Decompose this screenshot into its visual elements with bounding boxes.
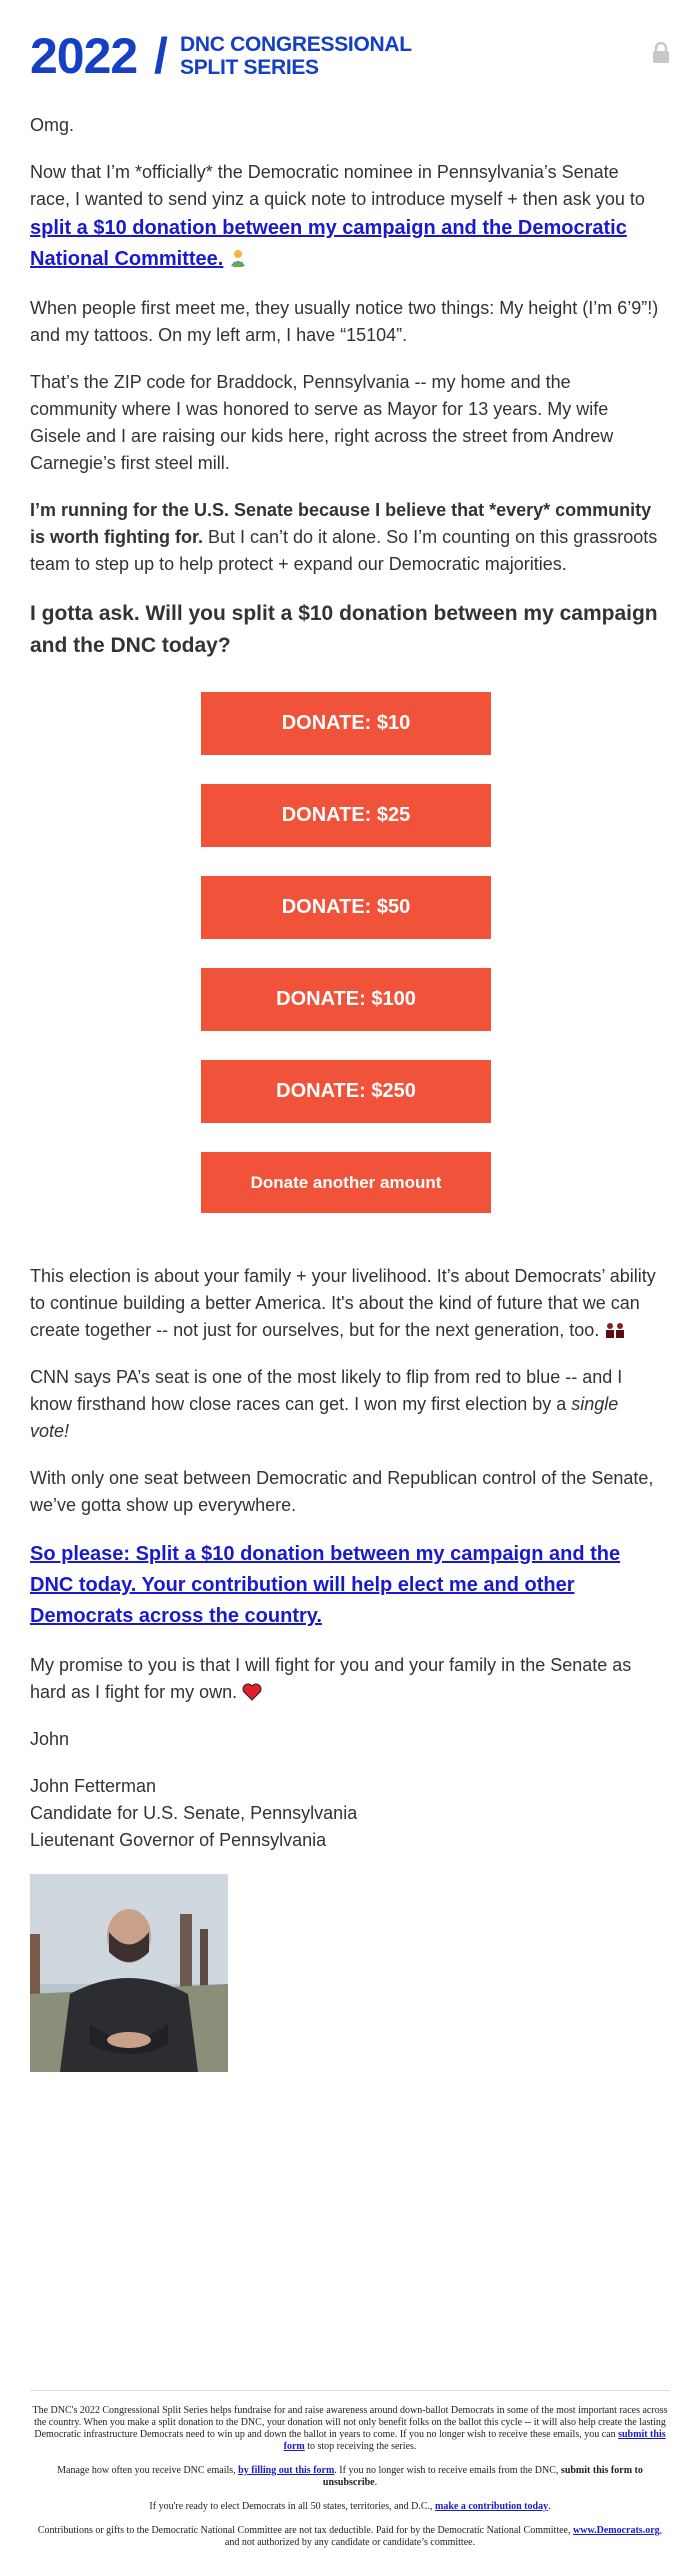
email-header xyxy=(30,28,670,88)
footer-manage-end: . xyxy=(374,2477,378,2488)
footer-manage-text: Manage how often you receive DNC emails, xyxy=(57,2465,239,2476)
split-donation-link[interactable]: split a $10 donation between my campaign and the Democratic National Committee. xyxy=(30,217,627,270)
footer-series-end: to stop receiving the series. xyxy=(304,2441,417,2452)
donate-50-button[interactable]: DONATE: $50 xyxy=(201,876,491,939)
logo-line-2: SPLIT SERIES xyxy=(180,56,319,79)
logo-slash: / xyxy=(154,28,168,84)
family-icon xyxy=(604,1321,626,1339)
promise-paragraph xyxy=(30,1652,662,1706)
footer-disclaimer-end: , and not authorized by any candidate or candidate’s committee. xyxy=(224,2525,663,2548)
manage-emails-link[interactable]: by filling out this form xyxy=(238,2465,335,2476)
footer-series-text: The DNC's 2022 Congressional Split Series helps fundraise for and raise awareness around down-ballot Democrats in some of the most important races across the country. When you make a split donation to the DNC, your donation will not only benefit folks on the ballot this cycle -- it will also help create the lasting Democratic infrastructure Democrats need to win up and down the ballot in years to come. If you no longer wish to receive these emails, you can xyxy=(32,2405,668,2440)
logo-line-1: DNC CONGRESSIONAL xyxy=(180,33,412,56)
election-paragraph xyxy=(30,1263,662,1344)
ask-heading: I gotta ask. Will you split a $10 donation between my campaign and the DNC today? xyxy=(30,602,658,657)
signature-name: John Fetterman xyxy=(30,1776,157,1796)
greeting: Omg. xyxy=(30,115,75,135)
contribution-link[interactable]: make a contribution today xyxy=(435,2501,549,2512)
signature-title-2: Lieutenant Governor of Pennsylvania xyxy=(30,1830,327,1850)
single-vote-emphasis: single vote! xyxy=(30,1394,619,1441)
zip-paragraph: That’s the ZIP code for Braddock, Pennsylvania -- my home and the community where I was honored to serve as Mayor for 13 years. My wife Gisele and I are raising our kids here, right across the street from Andrew Carnegie’s first steel mill. xyxy=(30,372,614,473)
working-person-icon xyxy=(228,248,248,268)
footer-contribute-text: If you're ready to elect Democrats in all 50 states, territories, and D.C., xyxy=(149,2501,436,2512)
footer-series-paragraph xyxy=(30,2405,670,2453)
submit-form-link[interactable]: submit this form xyxy=(283,2429,666,2452)
footer-contribute-end: . xyxy=(548,2501,551,2512)
running-rest: But I can’t do it alone. So I’m counting on this grassroots team to step up to help protect + expand our Democratic majorities. xyxy=(30,527,658,574)
footer-contribute-paragraph xyxy=(30,2501,670,2513)
cnn-paragraph xyxy=(30,1364,662,1445)
closing-paragraph xyxy=(30,1539,662,1632)
cnn-text: CNN says PA’s seat is one of the most likely to flip from red to blue -- and I know firsthand how close races can get. I won my first election by a xyxy=(30,1367,623,1414)
senate-paragraph: With only one seat between Democratic and Republican control of the Senate, we’ve gotta show up everywhere. xyxy=(30,1468,654,1515)
running-paragraph xyxy=(30,497,662,578)
donate-250-button[interactable]: DONATE: $250 xyxy=(201,1060,491,1123)
logo-year: 2022 xyxy=(30,28,138,84)
lock-icon xyxy=(652,42,670,64)
candidate-photo xyxy=(30,1874,228,2072)
intro-paragraph xyxy=(30,159,662,275)
running-bold: I’m running for the U.S. Senate because I believe that *every* community is worth fighting for. xyxy=(30,500,652,547)
donation-buttons xyxy=(30,692,662,1213)
donate-other-button[interactable]: Donate another amount xyxy=(201,1152,491,1213)
intro-text: Now that I’m *officially* the Democratic nominee in Pennsylvania’s Senate race, I wanted to send yinz a quick note to introduce myself + then ask you to xyxy=(30,162,645,209)
heart-icon xyxy=(242,1683,262,1701)
closing-donation-link[interactable]: So please: Split a $10 donation between my campaign and the DNC today. Your contribution will help elect me and other Democrats across the country. xyxy=(30,1543,621,1627)
footer-manage-paragraph xyxy=(30,2465,670,2489)
email-body xyxy=(30,112,662,2072)
donate-100-button[interactable]: DONATE: $100 xyxy=(201,968,491,1031)
footer-manage-mid: . If you no longer wish to receive emails from the DNC, xyxy=(334,2465,561,2476)
donate-10-button[interactable]: DONATE: $10 xyxy=(201,692,491,755)
signoff: John xyxy=(30,1729,70,1749)
signature-title-1: Candidate for U.S. Senate, Pennsylvania xyxy=(30,1803,358,1823)
promise-text: My promise to you is that I will fight for you and your family in the Senate as hard as I fight for my own. xyxy=(30,1655,632,1702)
unsubscribe-link[interactable]: submit this form to unsubscribe xyxy=(322,2465,643,2488)
candidate-photo-image xyxy=(30,1874,228,2072)
signature-block xyxy=(30,1773,662,1854)
election-text: This election is about your family + your livelihood. It’s about Democrats’ ability to continue building a better America. It's about the kind of future that we can create together -- not just for ourselves, but for the next generation, too. xyxy=(30,1266,656,1340)
footer-disclaimer-text: Contributions or gifts to the Democratic National Committee are not tax deductible. Paid for by the Democratic National Committee, xyxy=(37,2525,573,2536)
democrats-org-link[interactable]: www.Democrats.org xyxy=(573,2525,660,2536)
donate-25-button[interactable]: DONATE: $25 xyxy=(201,784,491,847)
email-footer xyxy=(30,2390,670,2561)
height-paragraph: When people first meet me, they usually notice two things: My height (I’m 6’9”!) and my tattoos. On my left arm, I have “15104”. xyxy=(30,298,659,345)
footer-disclaimer-paragraph xyxy=(30,2525,670,2549)
